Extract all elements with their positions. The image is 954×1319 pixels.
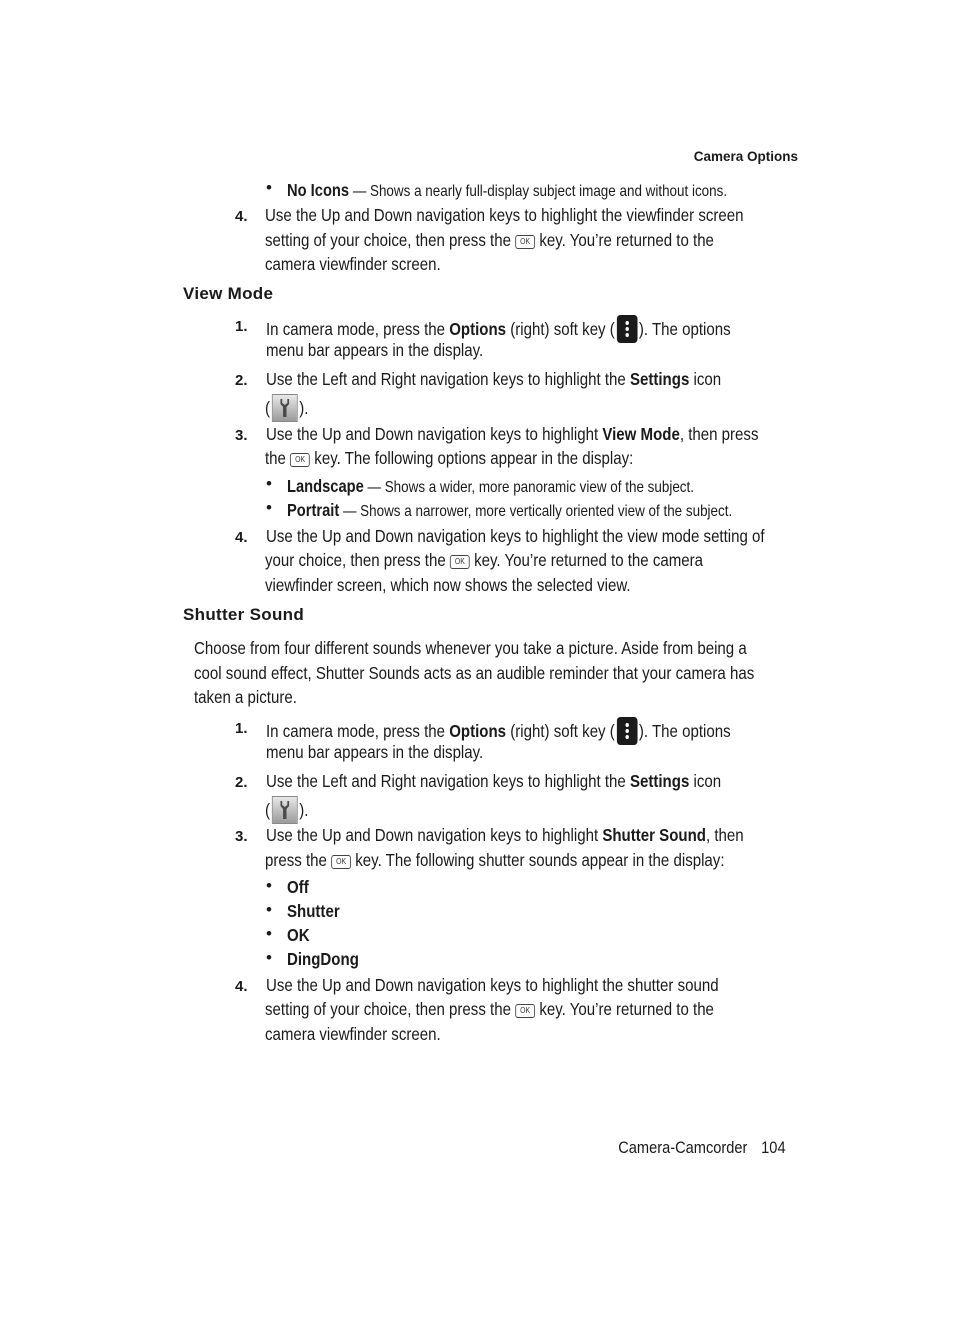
- option-desc: — Shows a nearly full-display subject image and without icons.: [349, 183, 728, 200]
- ok-key-icon: OK: [450, 555, 470, 569]
- step-text: In camera mode, press the Options (right) soft key ( ). The options: [266, 315, 731, 343]
- option-desc: — Shows a wider, more panoramic view of the subject.: [363, 479, 694, 496]
- body-paragraph: cool sound effect, Shutter Sounds acts as an audible reminder that your camera has: [194, 663, 755, 683]
- step-number: 1.: [235, 318, 248, 335]
- step-number: 2.: [235, 774, 248, 791]
- step-text: Use the Left and Right navigation keys to highlight the Settings icon: [266, 771, 722, 791]
- ok-key-icon: OK: [331, 855, 351, 869]
- body-paragraph: taken a picture.: [194, 687, 297, 707]
- page-footer: [619, 1138, 786, 1158]
- ok-key-icon: OK: [515, 235, 535, 249]
- step-number: 4.: [235, 529, 248, 546]
- step-number: 4.: [235, 978, 248, 995]
- bullet-marker: •: [266, 498, 272, 517]
- settings-icon: [272, 394, 298, 422]
- step-text: ( ).: [265, 796, 308, 824]
- step-text: the OK key. The following options appear in the display:: [265, 448, 634, 468]
- step-text: camera viewfinder screen.: [265, 1024, 441, 1044]
- step-number: 3.: [235, 427, 248, 444]
- ok-key-icon: OK: [290, 453, 310, 467]
- option-term: Portrait: [287, 500, 340, 520]
- bullet-marker: •: [266, 900, 272, 919]
- step-number: 4.: [235, 208, 248, 225]
- sound-option: DingDong: [287, 949, 359, 969]
- step-text: Use the Up and Down navigation keys to highlight the view mode setting of: [266, 526, 765, 546]
- section-heading-shutter-sound: Shutter Sound: [183, 605, 304, 624]
- footer-section: Camera-Camcorder: [618, 1138, 748, 1157]
- step-text: press the OK key. The following shutter sounds appear in the display:: [265, 850, 725, 870]
- step-text: Use the Left and Right navigation keys to highlight the Settings icon: [266, 369, 722, 389]
- step-text: your choice, then press the OK key. You’re returned to the camera: [265, 550, 704, 570]
- bullet-marker: •: [266, 178, 272, 197]
- option-term: Landscape: [287, 476, 364, 496]
- bullet-marker: •: [266, 924, 272, 943]
- sound-option: Off: [287, 877, 309, 897]
- running-head: Camera Options: [693, 149, 798, 164]
- step-text: Use the Up and Down navigation keys to highlight View Mode, then press: [266, 424, 759, 444]
- bullet-marker: •: [266, 948, 272, 967]
- step-text: setting of your choice, then press the OK key. You’re returned to the: [265, 230, 714, 250]
- option-desc: — Shows a narrower, more vertically oriented view of the subject.: [339, 503, 733, 520]
- options-soft-key-icon: [617, 315, 638, 343]
- step-text: camera viewfinder screen.: [265, 254, 441, 274]
- step-text: ( ).: [265, 394, 308, 422]
- step-number: 2.: [235, 372, 248, 389]
- page-number: 104: [761, 1138, 786, 1157]
- step-text: menu bar appears in the display.: [266, 742, 484, 762]
- list-item-landscape: [287, 476, 694, 497]
- step-text: viewfinder screen, which now shows the selected view.: [265, 575, 631, 595]
- list-item-portrait: [287, 500, 732, 521]
- ok-key-icon: OK: [515, 1004, 535, 1018]
- step-text: Use the Up and Down navigation keys to highlight the viewfinder screen: [265, 205, 744, 225]
- step-text: menu bar appears in the display.: [266, 340, 484, 360]
- section-heading-view-mode: View Mode: [183, 284, 274, 303]
- bullet-marker: •: [266, 876, 272, 895]
- step-text: setting of your choice, then press the OK key. You’re returned to the: [265, 999, 714, 1019]
- settings-icon: [272, 796, 298, 824]
- step-number: 1.: [235, 720, 248, 737]
- step-number: 3.: [235, 828, 248, 845]
- option-term: No Icons: [287, 180, 350, 200]
- step-text: Use the Up and Down navigation keys to highlight Shutter Sound, then: [266, 825, 744, 845]
- list-item-no-icons: [287, 180, 727, 201]
- step-text: Use the Up and Down navigation keys to highlight the shutter sound: [266, 975, 719, 995]
- sound-option: Shutter: [287, 901, 340, 921]
- body-paragraph: Choose from four different sounds whenever you take a picture. Aside from being a: [194, 638, 747, 658]
- bullet-marker: •: [266, 474, 272, 493]
- step-text: In camera mode, press the Options (right) soft key ( ). The options: [266, 717, 731, 745]
- options-soft-key-icon: [617, 717, 638, 745]
- sound-option: OK: [287, 925, 310, 945]
